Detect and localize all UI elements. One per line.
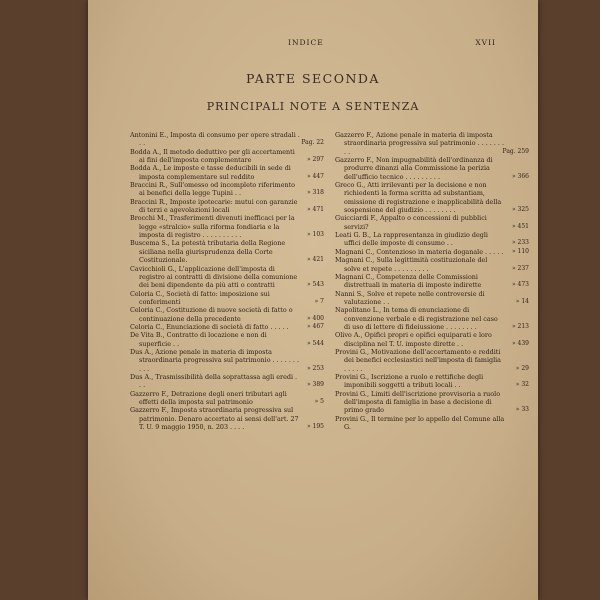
- entry-text: Celoria C., Enunciazione di società di fatto . . . . .: [130, 322, 289, 331]
- entry-page-ref: » 297: [306, 156, 324, 164]
- index-entry: [335, 273, 529, 290]
- entry-text: Guicciardi F., Appalto o concessioni di pubblici servizi?: [335, 214, 487, 231]
- entry-text: Cavicchioli G., L'applicazione dell'imposta di registro ai contratti di divisione della comunione dei beni dipendente da più atti o contratti: [130, 264, 298, 290]
- index-column-left: [130, 131, 324, 431]
- entry-text: Magnani C., Sulla legittimità costituzionale del solve et repete . . . . . . . . .: [335, 256, 488, 273]
- entry-page-ref: » 237: [511, 264, 529, 272]
- entry-page-ref: » 29: [515, 364, 529, 372]
- entry-text: Celoria C., Costituzione di nuove società di fatto o continuazione della precedente: [130, 306, 293, 323]
- entry-text: Leati G. B., La rappresentanza in giudizio degli uffici delle imposte di consumo . .: [335, 231, 488, 248]
- entry-page-ref: » 33: [515, 406, 529, 414]
- entry-page-ref: » 32: [515, 381, 529, 389]
- entry-page-ref: » 439: [511, 339, 529, 347]
- index-entry: [130, 214, 324, 239]
- entry-page-ref: » 233: [511, 239, 529, 247]
- entry-page-ref: » 447: [306, 172, 324, 180]
- entry-page-ref: » 253: [306, 364, 324, 372]
- index-entry: [335, 290, 529, 307]
- index-entry: [130, 348, 324, 373]
- entry-text: Dus A., Trasmissibilità della soprattassa agli eredi . . .: [130, 372, 298, 390]
- index-entry: [130, 373, 324, 390]
- entry-text: Gazzerro F., Non impugnabilità dell'ordinanza di produrre dinanzi alla Commissione la perizia dell'ufficio tecnico . . . . . . . . .: [335, 156, 493, 181]
- entry-page-ref: » 471: [306, 206, 324, 214]
- index-entry: [335, 156, 529, 181]
- entry-page-ref: » 543: [306, 281, 324, 289]
- header-title: INDICE: [288, 38, 324, 47]
- index-entry: [335, 214, 529, 231]
- entry-page-ref: » 213: [511, 322, 529, 330]
- entry-page-ref: » 103: [306, 231, 324, 239]
- entry-page-ref: Pag. 259: [502, 147, 529, 155]
- index-entry: [335, 231, 529, 248]
- entry-page-ref: Pag. 22: [301, 139, 324, 147]
- index-entry: [130, 406, 324, 431]
- index-entry: [335, 331, 529, 348]
- index-entry: [335, 348, 529, 373]
- entry-text: Bodda A., Il metodo deduttivo per gli accertamenti ai fini dell'imposta complementare: [130, 147, 295, 165]
- index-entry: [130, 164, 324, 181]
- entry-text: Gazzerro F., Azione penale in materia di imposta straordinaria progressiva sul patrimonio . . . . . . . . .: [335, 131, 504, 156]
- entry-text: Napolitano L., In tema di enunciazione di convenzione verbale e di registrazione nel caso di uso di lettere di fideiussione . . . . . . . .: [335, 306, 498, 331]
- index-entry: [130, 323, 324, 331]
- entry-text: Gazzerro F., Detrazione degli oneri tributari agli effetti della imposta sul patrimonio: [130, 389, 287, 406]
- entry-text: Magnani C., Competenza delle Commissioni distrettuali in materia di imposte indirette: [335, 272, 482, 290]
- index-entry: [130, 239, 324, 264]
- index-entry: [335, 415, 529, 432]
- entry-page-ref: » 195: [306, 423, 324, 431]
- entry-page-ref: » 467: [306, 322, 324, 330]
- index-entry: [335, 248, 529, 256]
- index-entry: [130, 198, 324, 215]
- index-entry: [130, 265, 324, 290]
- entry-page-ref: » 325: [511, 206, 529, 214]
- entry-text: Antonini E., Imposta di consumo per opere stradali . . .: [130, 131, 300, 148]
- index-entry: [335, 131, 529, 156]
- entry-page-ref: » 421: [306, 256, 324, 264]
- index-entry: [335, 390, 529, 415]
- entry-text: Provini G., Il termine per lo appello del Comune alla G.: [335, 414, 505, 432]
- entry-text: Braccini R., Sull'omesso od incompleto riferimento ai benefici della legge Tupini . .: [130, 181, 296, 198]
- index-entry: [335, 181, 529, 214]
- entry-page-ref: » 7: [314, 297, 324, 305]
- entry-page-ref: » 473: [511, 281, 529, 289]
- running-header: [88, 38, 538, 52]
- entry-page-ref: » 5: [314, 398, 324, 405]
- entry-text: Provini G., Limiti dell'iscrizione provvisoria a ruolo dell'imposta di famiglia in base a decisione di primo grado: [335, 389, 501, 415]
- index-entry: [335, 373, 529, 390]
- entry-page-ref: » 14: [515, 297, 529, 305]
- index-entry: [130, 131, 324, 148]
- entry-text: Dus A., Azione penale in materia di imposta straordinaria progressiva sul patrimonio . . . . . . . . . .: [130, 347, 299, 373]
- index-entry: [130, 181, 324, 198]
- index-entry: [130, 290, 324, 307]
- entry-page-ref: » 110: [511, 247, 529, 255]
- index-entry: [130, 148, 324, 165]
- index-entry: [335, 256, 529, 273]
- header-page-number: XVII: [475, 38, 496, 47]
- entry-text: Nanni S., Solve et repete nelle controversie di valutazione . .: [335, 289, 485, 306]
- entry-text: Celoria C., Società di fatto: imposizione sui conferimenti: [130, 289, 270, 306]
- index-entry: [130, 306, 324, 323]
- entry-text: Provini G., Iscrizione a ruolo e rettifiche degli imponibili soggetti a tributi locali . .: [335, 372, 484, 390]
- entry-text: Braccini R., Imposte ipotecarie: mutui con garanzie di terzi e agevolazioni locali: [130, 197, 298, 215]
- entry-page-ref: » 400: [306, 314, 324, 322]
- section-subtitle: PRINCIPALI NOTE A SENTENZA: [206, 100, 420, 113]
- entry-page-ref: » 389: [306, 381, 324, 389]
- entry-page-ref: » 451: [511, 222, 529, 230]
- entry-page-ref: » 366: [511, 172, 529, 180]
- index-entry: [335, 306, 529, 331]
- index-entry: [130, 331, 324, 348]
- entry-text: Olivo A., Opifici propri e opifici equiparati e loro disciplina nel T. U. imposte dirette . .: [335, 331, 492, 348]
- entry-page-ref: » 318: [306, 189, 324, 197]
- part-title: PARTE SECONDA: [246, 71, 380, 86]
- entry-text: Bodda A., Le imposte e tasse deducibili in sede di imposta complementare sul reddito: [130, 164, 291, 181]
- entry-text: Buscema S., La potestà tributaria della Regione siciliana nella giurisprudenza della Corte Costituzionale.: [130, 239, 286, 265]
- entry-text: Provini G., Motivazione dell'accertamento e redditi dei benefici ecclesiastici nell'imposta di famiglia . . . . .: [335, 347, 501, 373]
- entry-text: Gazzerro F., Imposta straordinaria progressiva sul patrimonio. Denaro accertato ai sensi dell'art. 27 T. U. 9 maggio 1950, n. 203 . . . .: [130, 406, 299, 432]
- entry-page-ref: » 544: [306, 339, 324, 347]
- entry-text: Greco G., Atti irrilevanti per la decisione e non richiedenti la forma scritta ad substantiam, omissione di registrazione e inapplicabilità della sospensione del giudizio . . . . . . . .: [335, 181, 502, 215]
- entry-text: Brocchi M., Trasferimenti divenuti inefficaci per la legge «stralcio» sulla riforma fondiaria e la imposta di registro . . . . . . . . . .: [130, 214, 295, 240]
- index-entry: [130, 390, 324, 407]
- entry-text: De Vita B., Contratto di locazione e non di superficie . .: [130, 331, 267, 348]
- entry-text: Magnani C., Contenzioso in materia doganale . . . . .: [335, 247, 504, 256]
- index-column-right: [335, 131, 529, 431]
- book-page: [88, 0, 538, 600]
